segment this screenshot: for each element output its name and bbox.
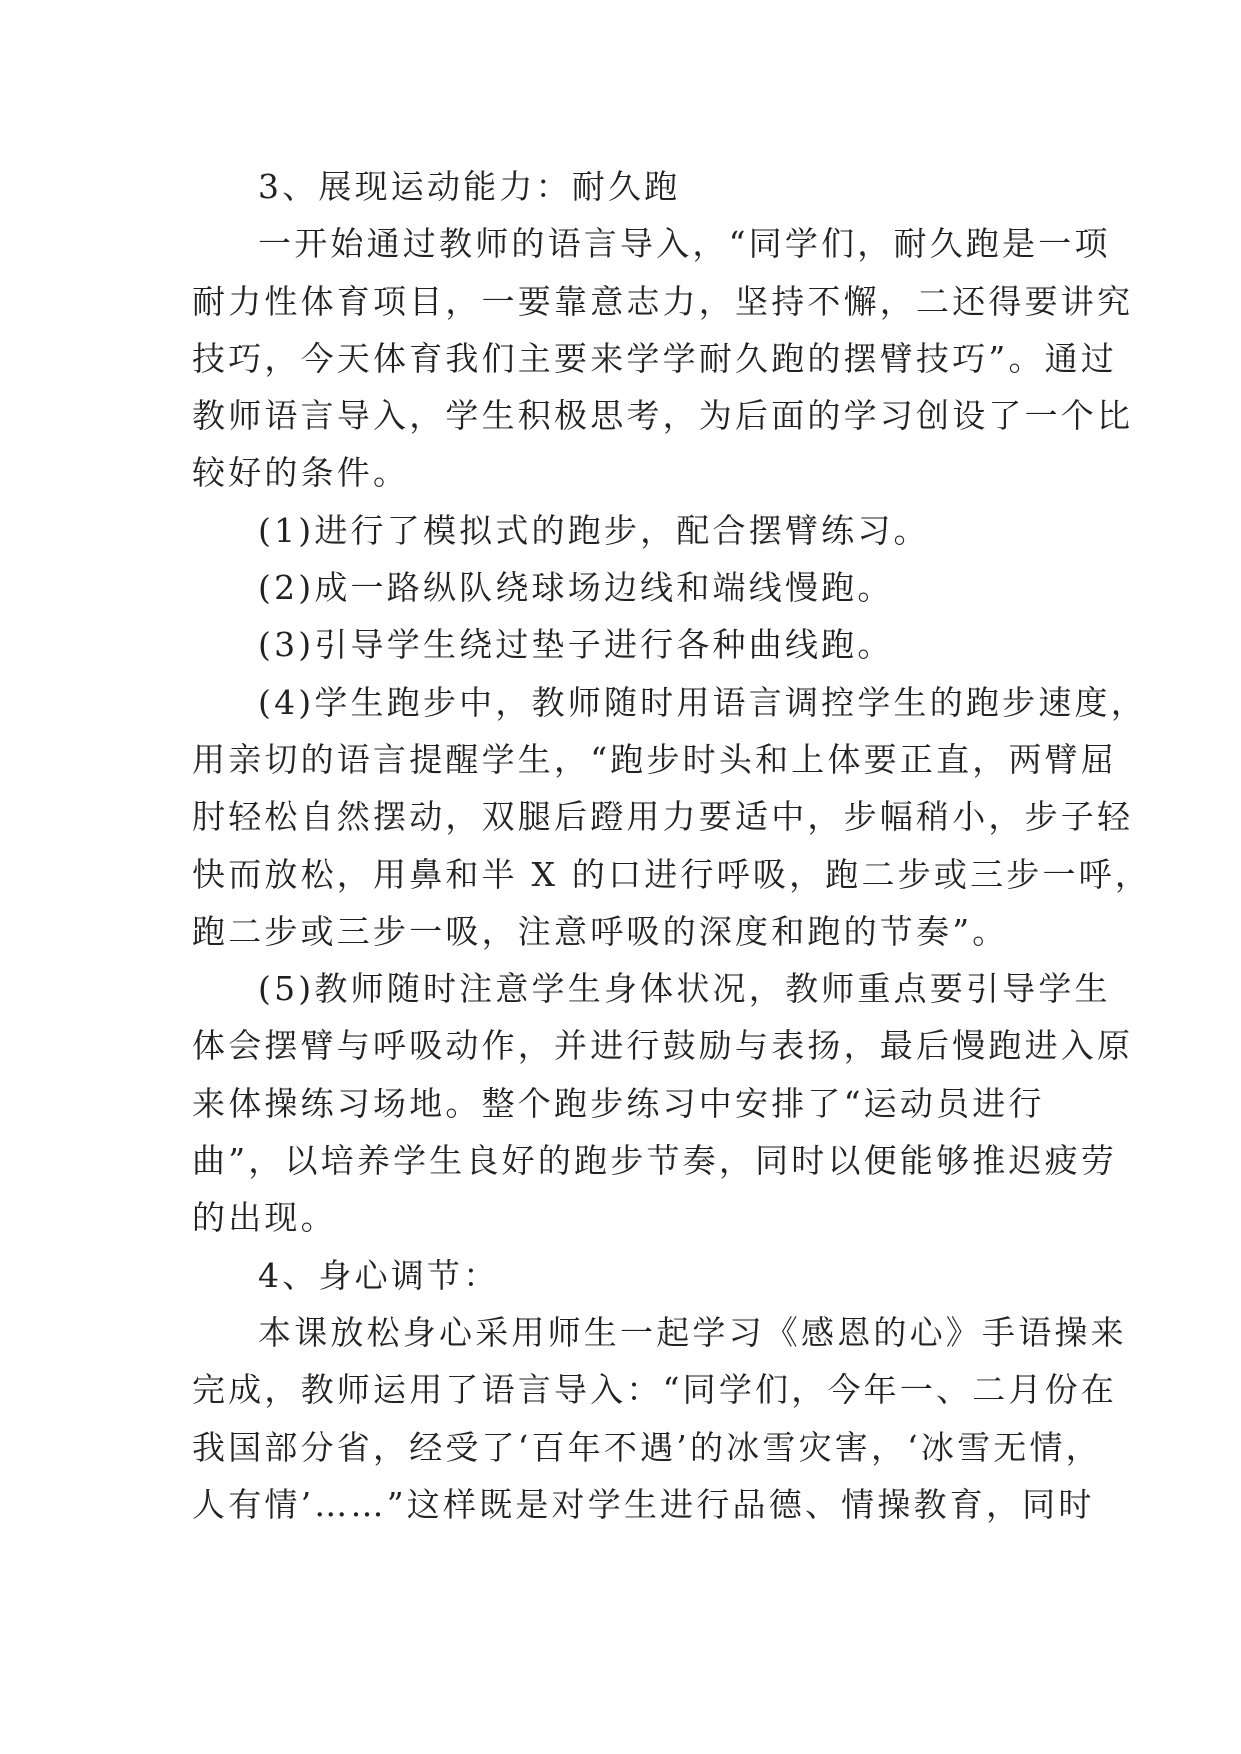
text-line: 4、身心调节： — [258, 1255, 500, 1295]
text-line: 3、展现运动能力：耐久跑 — [258, 167, 681, 206]
text-line: 我国部分省，经受了‘百年不遇’的冰雪灾害，‘冰雪无情， — [192, 1427, 1102, 1467]
paragraph-intro — [192, 215, 1134, 501]
text-line: 体会摆臂与呼吸动作，并进行鼓励与表扬，最后慢跑进入原 — [192, 1026, 1134, 1066]
section-heading-body-mind — [192, 1247, 1052, 1304]
text-line: (3)引导学生绕过垫子进行各种曲线跑。 — [258, 625, 894, 665]
list-item-1 — [192, 502, 1052, 559]
list-item-5 — [192, 960, 1134, 1246]
text-line: (5)教师随时注意学生身体状况，教师重点要引导学生 — [258, 969, 1111, 1009]
text-line: (4)学生跑步中，教师随时用语言调控学生的跑步速度， — [258, 682, 1147, 722]
text-line: 用亲切的语言提醒学生，“跑步时头和上体要正直，两臂屈 — [192, 739, 1118, 779]
text-line: (1)进行了模拟式的跑步，配合摆臂练习。 — [258, 510, 930, 550]
text-line: 的出现。 — [192, 1198, 337, 1238]
text-line: 教师语言导入，学生积极思考，为后面的学习创设了一个比 — [192, 396, 1134, 436]
text-line: 技巧，今天体育我们主要来学学耐久跑的摆臂技巧”。通过 — [192, 338, 1118, 378]
text-line: 人有情’……”这样既是对学生进行品德、情操教育，同时 — [192, 1484, 1095, 1524]
text-line: 来体操练习场地。整个跑步练习中安排了“运动员进行 — [192, 1083, 1045, 1123]
text-line: 一开始通过教师的语言导入，“同学们，耐久跑是一项 — [258, 224, 1111, 264]
list-item-2 — [192, 559, 1052, 616]
paragraph-relaxation — [192, 1304, 1127, 1533]
text-line: 耐力性体育项目，一要靠意志力，坚持不懈，二还得要讲究 — [192, 281, 1134, 321]
text-line: 较好的条件。 — [192, 453, 410, 493]
list-item-3 — [192, 616, 1052, 673]
text-line: 肘轻松自然摆动，双腿后蹬用力要适中，步幅稍小，步子轻 — [192, 797, 1134, 837]
list-item-4 — [192, 674, 1152, 960]
text-line: 跑二步或三步一吸，注意呼吸的深度和跑的节奏”。 — [192, 911, 1009, 951]
text-line: (2)成一路纵队绕球场边线和端线慢跑。 — [258, 568, 894, 608]
text-line: 快而放松，用鼻和半 X 的口进行呼吸，跑二步或三步一呼， — [192, 854, 1152, 894]
text-line: 曲”，以培养学生良好的跑步节奏，同时以便能够推迟疲劳 — [192, 1141, 1118, 1181]
text-line: 完成，教师运用了语言导入：“同学们，今年一、二月份在 — [192, 1370, 1118, 1410]
section-heading-endurance-run — [192, 158, 1052, 215]
document-body — [192, 158, 1152, 1533]
text-line: 本课放松身心采用师生一起学习《感恩的心》手语操来 — [258, 1312, 1127, 1352]
